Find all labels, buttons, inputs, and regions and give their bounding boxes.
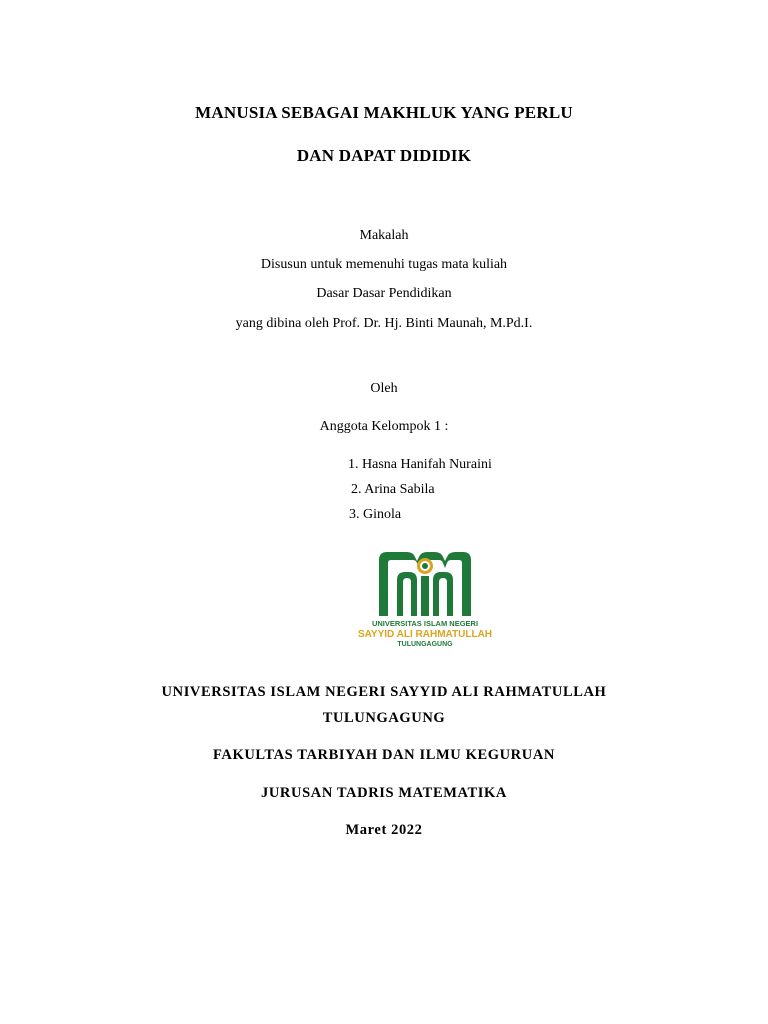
logo-text-line-1: UNIVERSITAS ISLAM NEGERI: [371, 619, 479, 628]
purpose-text: Disusun untuk memenuhi tugas mata kuliah: [260, 257, 508, 272]
title-line-2: DAN DAPAT DIDIDIK: [296, 146, 472, 165]
university-logo: [341, 546, 509, 650]
faculty-name: FAKULTAS TARBIYAH DAN ILMU KEGURUAN: [213, 747, 555, 763]
document-date: Maret 2022: [345, 822, 423, 838]
document-type: Makalah: [359, 228, 409, 243]
lecturer-text: yang dibina oleh Prof. Dr. Hj. Binti Maunah, M.Pd.I.: [235, 316, 533, 331]
member-item-2: 2. Arina Sabila: [351, 482, 435, 497]
member-item-3: 3. Ginola: [349, 507, 402, 522]
university-name-line-2: TULUNGAGUNG: [322, 710, 446, 726]
logo-text-line-3: TULUNGAGUNG: [397, 641, 453, 648]
university-name-line-1: UNIVERSITAS ISLAM NEGERI SAYYID ALI RAHMATULLAH: [161, 684, 607, 700]
by-label: Oleh: [370, 381, 398, 396]
course-name: Dasar Dasar Pendidikan: [316, 286, 452, 301]
logo-text-line-2: SAYYID ALI RAHMATULLAH: [357, 629, 493, 640]
group-label: Anggota Kelompok 1 :: [319, 419, 449, 434]
member-item-1: 1. Hasna Hanifah Nuraini: [348, 457, 492, 472]
university-emblem-icon: [341, 546, 509, 650]
title-line-1: MANUSIA SEBAGAI MAKHLUK YANG PERLU: [195, 103, 573, 122]
department-name: JURUSAN TADRIS MATEMATIKA: [261, 785, 507, 801]
